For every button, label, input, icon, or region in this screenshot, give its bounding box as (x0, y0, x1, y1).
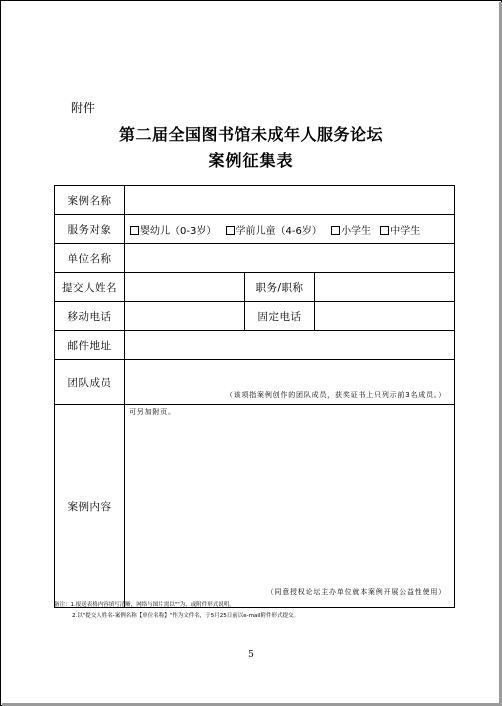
form-row-case-name (55, 186, 455, 215)
unit-name-field[interactable] (125, 244, 455, 273)
option-secondary-label: 中学生 (390, 225, 421, 237)
annex-label: 附件 (71, 101, 96, 115)
email-label: 邮件地址 (55, 331, 125, 360)
checkbox-icon[interactable] (130, 226, 139, 235)
position-label: 职务/职称 (245, 273, 315, 302)
checkbox-icon[interactable] (380, 226, 389, 235)
form-row-email (55, 331, 455, 360)
option-infant[interactable] (130, 226, 216, 237)
form-row-unit-name (55, 244, 455, 273)
content-label: 案例内容 (55, 405, 125, 608)
note-line: 2.以"提交人姓名-案例名称【单位名称】"作为文件名，于5月25日前以e-mail附件形式提交。 (72, 613, 299, 619)
option-infant-label: 婴幼儿（0-3岁） (140, 225, 217, 237)
service-target-options (125, 215, 455, 244)
email-field[interactable] (125, 331, 455, 360)
document-title: 第二届全国图书馆未成年人服务论坛 (118, 125, 383, 144)
case-name-label: 案例名称 (55, 186, 125, 215)
form-row-team (55, 360, 455, 405)
case-name-field[interactable] (125, 186, 455, 215)
mobile-field[interactable] (125, 302, 245, 331)
mobile-label: 移动电话 (55, 302, 125, 331)
content-note-bottom: （同意授权论坛主办单位就本案例开展公益性使用） (266, 588, 447, 596)
team-label: 团队成员 (55, 360, 125, 405)
checkbox-icon[interactable] (226, 226, 235, 235)
submitter-field[interactable] (125, 273, 245, 302)
document-subtitle: 案例征集表 (208, 151, 294, 170)
checkbox-icon[interactable] (331, 226, 340, 235)
service-target-label: 服务对象 (55, 215, 125, 244)
team-field[interactable] (125, 360, 455, 405)
case-collection-form (54, 185, 455, 608)
form-row-phone (55, 302, 455, 331)
content-note-top: 可另加附页。 (129, 408, 176, 416)
note-line: 备注：1.报送表格内容填写清晰，网络与图片需以""为，或附件形式说明。 (54, 602, 235, 608)
landline-label: 固定电话 (245, 302, 315, 331)
unit-name-label: 单位名称 (55, 244, 125, 273)
team-note: （该项指案例创作的团队成员，获奖证书上只列示前3名成员。） (225, 391, 447, 399)
notes-block (54, 600, 474, 622)
option-primary-label: 小学生 (341, 225, 372, 237)
option-secondary[interactable] (380, 226, 420, 237)
landline-field[interactable] (315, 302, 455, 331)
page-number: 5 (248, 650, 254, 660)
option-preschool[interactable] (226, 226, 322, 237)
form-row-content (55, 405, 455, 608)
content-field[interactable] (125, 405, 455, 608)
option-primary[interactable] (331, 226, 371, 237)
submitter-label: 提交人姓名 (55, 273, 125, 302)
option-preschool-label: 学前儿童（4-6岁） (235, 225, 322, 237)
form-row-service-target (55, 215, 455, 244)
position-field[interactable] (315, 273, 455, 302)
form-row-submitter (55, 273, 455, 302)
